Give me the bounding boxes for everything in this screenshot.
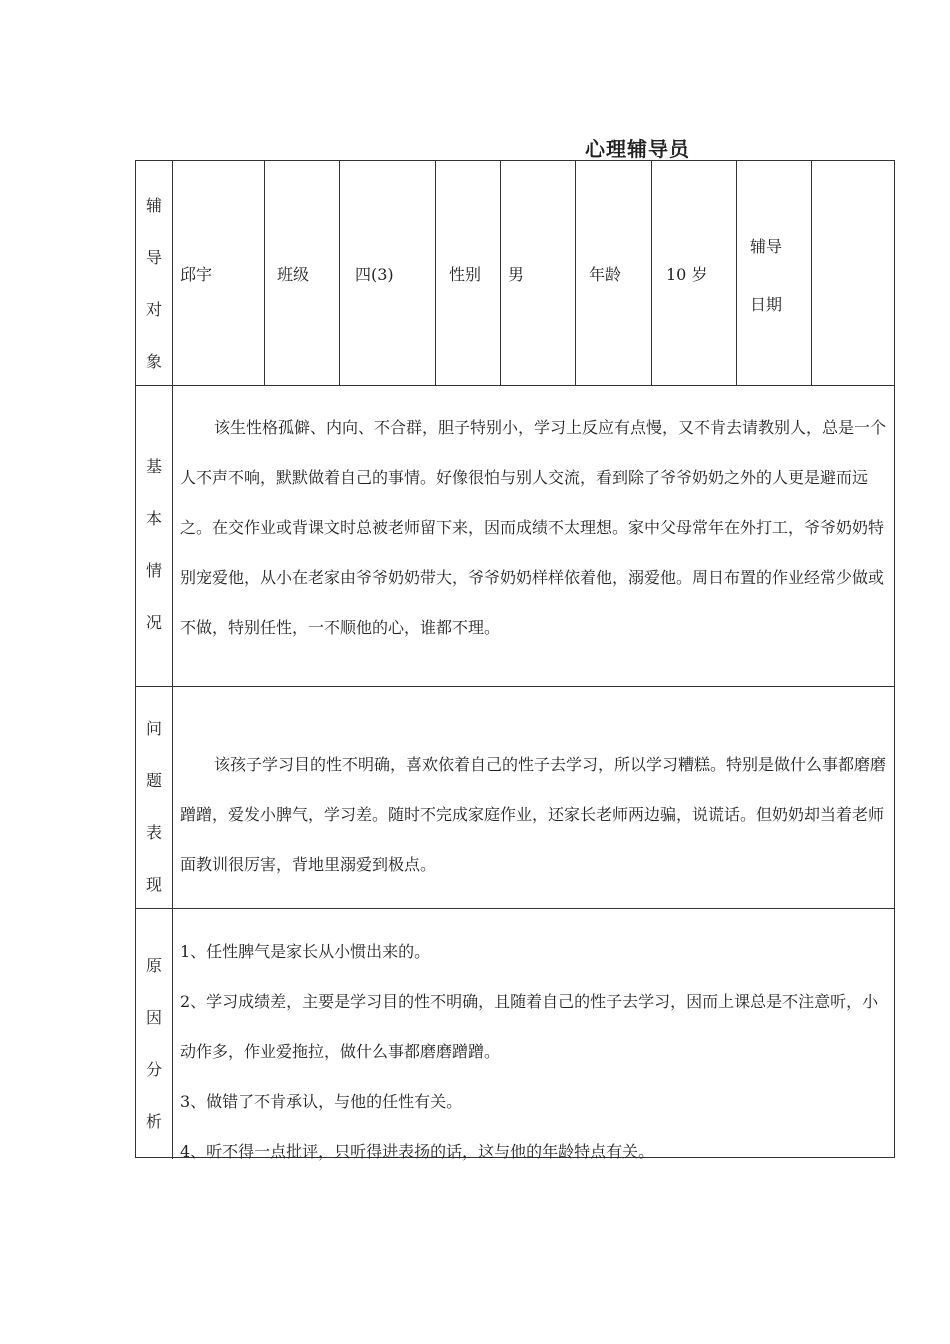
column-divider (575, 161, 576, 385)
label-char: 分 (145, 1060, 162, 1079)
age-value: 10 岁 (666, 265, 708, 284)
label-char: 析 (145, 1112, 162, 1131)
row-divider (136, 908, 894, 909)
gender-value: 男 (508, 265, 525, 284)
basic-situation-text: 该生性格孤僻、内向、不合群，胆子特别小，学习上反应有点慢，又不肯去请教别人，总是一个人不声不响，默默做着自己的事情。好像很怕与别人交流，看到除了爷爷奶奶之外的人更是避而远之。在交作业或背课文时总被老师留下来，因而成绩不太理想。家中父母常年在外打工，爷爷奶奶特别宠爱他，从小在老家由爷爷奶奶带大，爷爷奶奶样样依着他，溺爱他。周日布置的作业经常少做或不做，特别任性，一不顺他的心，谁都不理。 (180, 418, 887, 637)
cause-item: 2、学习成绩差，主要是学习目的性不明确，且随着自己的性子去学习，因而上课总是不注意听，小动作多，作业爱拖拉，做什么事都磨磨蹭蹭。 (180, 992, 879, 1061)
counseling-table (135, 160, 895, 1161)
label-counseling-target (136, 193, 172, 401)
column-divider (811, 161, 812, 385)
problem-text: 该孩子学习目的性不明确，喜欢依着自己的性子去学习，所以学习糟糕。特别是做什么事都磨磨蹭蹭，爱发小脾气，学习差。随时不完成家庭作业，还家长老师两边骗，说谎话。但奶奶却当着老师面教训很厉害，背地里溺爱到极点。 (180, 755, 887, 874)
row-divider (136, 385, 894, 386)
label-char: 象 (145, 352, 162, 371)
age-label: 年龄 (589, 265, 622, 284)
label-char: 对 (145, 300, 162, 319)
label-char: 现 (145, 875, 162, 894)
label-char: 辅 (145, 196, 162, 215)
label-char: 因 (145, 1008, 162, 1027)
label-char: 导 (145, 248, 162, 267)
column-divider (736, 161, 737, 385)
label-char: 问 (145, 719, 162, 738)
column-divider (500, 161, 501, 385)
cause-item: 4、听不得一点批评，只听得进表扬的话，这与他的年龄特点有关。 (180, 1142, 655, 1161)
label-char: 情 (145, 561, 162, 580)
column-divider (435, 161, 436, 385)
gender-label: 性别 (449, 265, 482, 284)
cause-item: 1、任性脾气是家长从小惯出来的。 (180, 942, 431, 961)
cause-item: 3、做错了不肯承认，与他的任性有关。 (180, 1092, 463, 1111)
label-char: 表 (145, 823, 162, 842)
label-char: 况 (145, 613, 162, 632)
cause-list (180, 927, 886, 1177)
document-title: 心理辅导员 (585, 137, 690, 161)
column-divider (172, 161, 173, 1159)
class-value: 四(3) (355, 265, 394, 284)
column-divider (339, 161, 340, 385)
date-label-line: 日期 (750, 295, 783, 314)
column-divider (651, 161, 652, 385)
row-divider (136, 686, 894, 687)
label-char: 原 (145, 956, 162, 975)
label-basic-situation (136, 454, 172, 662)
date-label (750, 237, 782, 315)
date-label-line: 辅导 (750, 237, 783, 256)
label-char: 基 (145, 457, 162, 476)
column-divider (264, 161, 265, 385)
label-char: 本 (145, 509, 162, 528)
student-name: 邱宇 (180, 265, 213, 284)
label-problem (136, 716, 172, 976)
label-char: 题 (145, 771, 162, 790)
label-cause (136, 953, 172, 1161)
class-label: 班级 (277, 265, 310, 284)
